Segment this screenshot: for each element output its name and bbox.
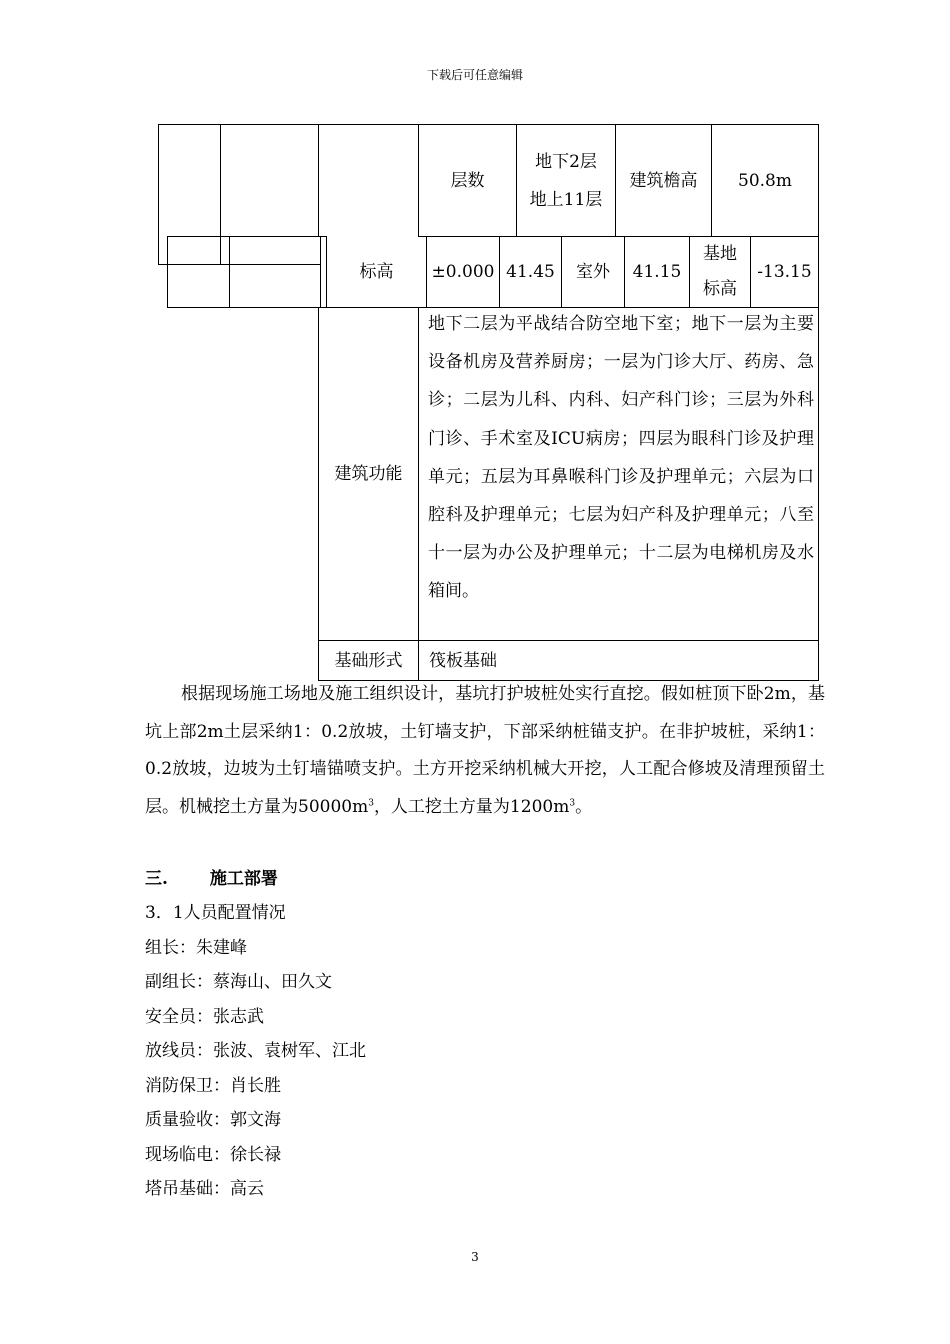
foundation-value: 筏板基础 [429,650,497,671]
excavation-paragraph: 根据现场施工场地及施工组织设计，基坑打护坡桩处实行直挖。假如桩顶下卧2m，基坑上部2m土层采纳1：0.2放坡，土钉墙支护，下部采纳桩锚支护。在非护坡桩，采纳1：0.2放坡，边坡为土钉墙锚喷支护。土方开挖采纳机械大开挖，人工配合修坡及清理预留土层。机械挖土方量为$50000m^3$，人工挖土方量为$1200m^3$。 [145,684,825,817]
base-elevation-label: 基地标高 [703,244,737,299]
outdoor-label: 室外 [576,262,610,282]
staff-crane-foundation: 塔吊基础：高云 [145,1179,264,1199]
page-number: 3 [471,1250,479,1264]
eaves-height-value: 50.8m [738,170,792,191]
outdoor-value: 41.15 [632,262,682,282]
staff-leader: 组长：朱建峰 [145,938,247,958]
elevation-label: 标高 [359,262,394,282]
zero-elevation-value: 41.45 [506,262,555,282]
base-elevation-value: -13.15 [757,262,812,282]
function-text: 地下二层为平战结合防空地下室；地下一层为主要设备机房及营养厨房；一层为门诊大厅、药房、急诊；二层为儿科、内科、妇产科门诊；三层为外科门诊、手术室及ICU病房；四层为眼科门诊及护理单元；五层为耳鼻喉科门诊及护理单元；六层为口腔科及护理单元；七层为妇产科及护理单元；八至十一层为办公及护理单元；十二层为电梯机房及水箱间。 [428,314,814,602]
staff-quality-inspection: 质量验收：郭文海 [145,1110,281,1130]
floors-label: 层数 [450,170,485,191]
floors-value: 地下2层地上11层 [529,151,603,210]
zero-elevation-label: ±0.000 [431,261,495,282]
foundation-label: 基础形式 [334,650,403,671]
staff-deputy-leader: 副组长：蔡海山、田久文 [145,972,332,992]
function-label: 建筑功能 [334,464,403,484]
staff-fire-security: 消防保卫：肖长胜 [145,1076,281,1096]
subsection-heading: 3．1人员配置情况 [145,903,286,923]
section-heading: 三. 施工部署 [145,869,278,889]
staff-safety-officer: 安全员：张志武 [145,1007,264,1027]
eaves-height-label: 建筑檐高 [629,170,698,191]
staff-surveyors: 放线员：张波、袁树军、江北 [145,1041,366,1061]
staff-temporary-power: 现场临电：徐长禄 [145,1145,281,1165]
page-header-note: 下载后可任意编辑 [426,68,523,82]
